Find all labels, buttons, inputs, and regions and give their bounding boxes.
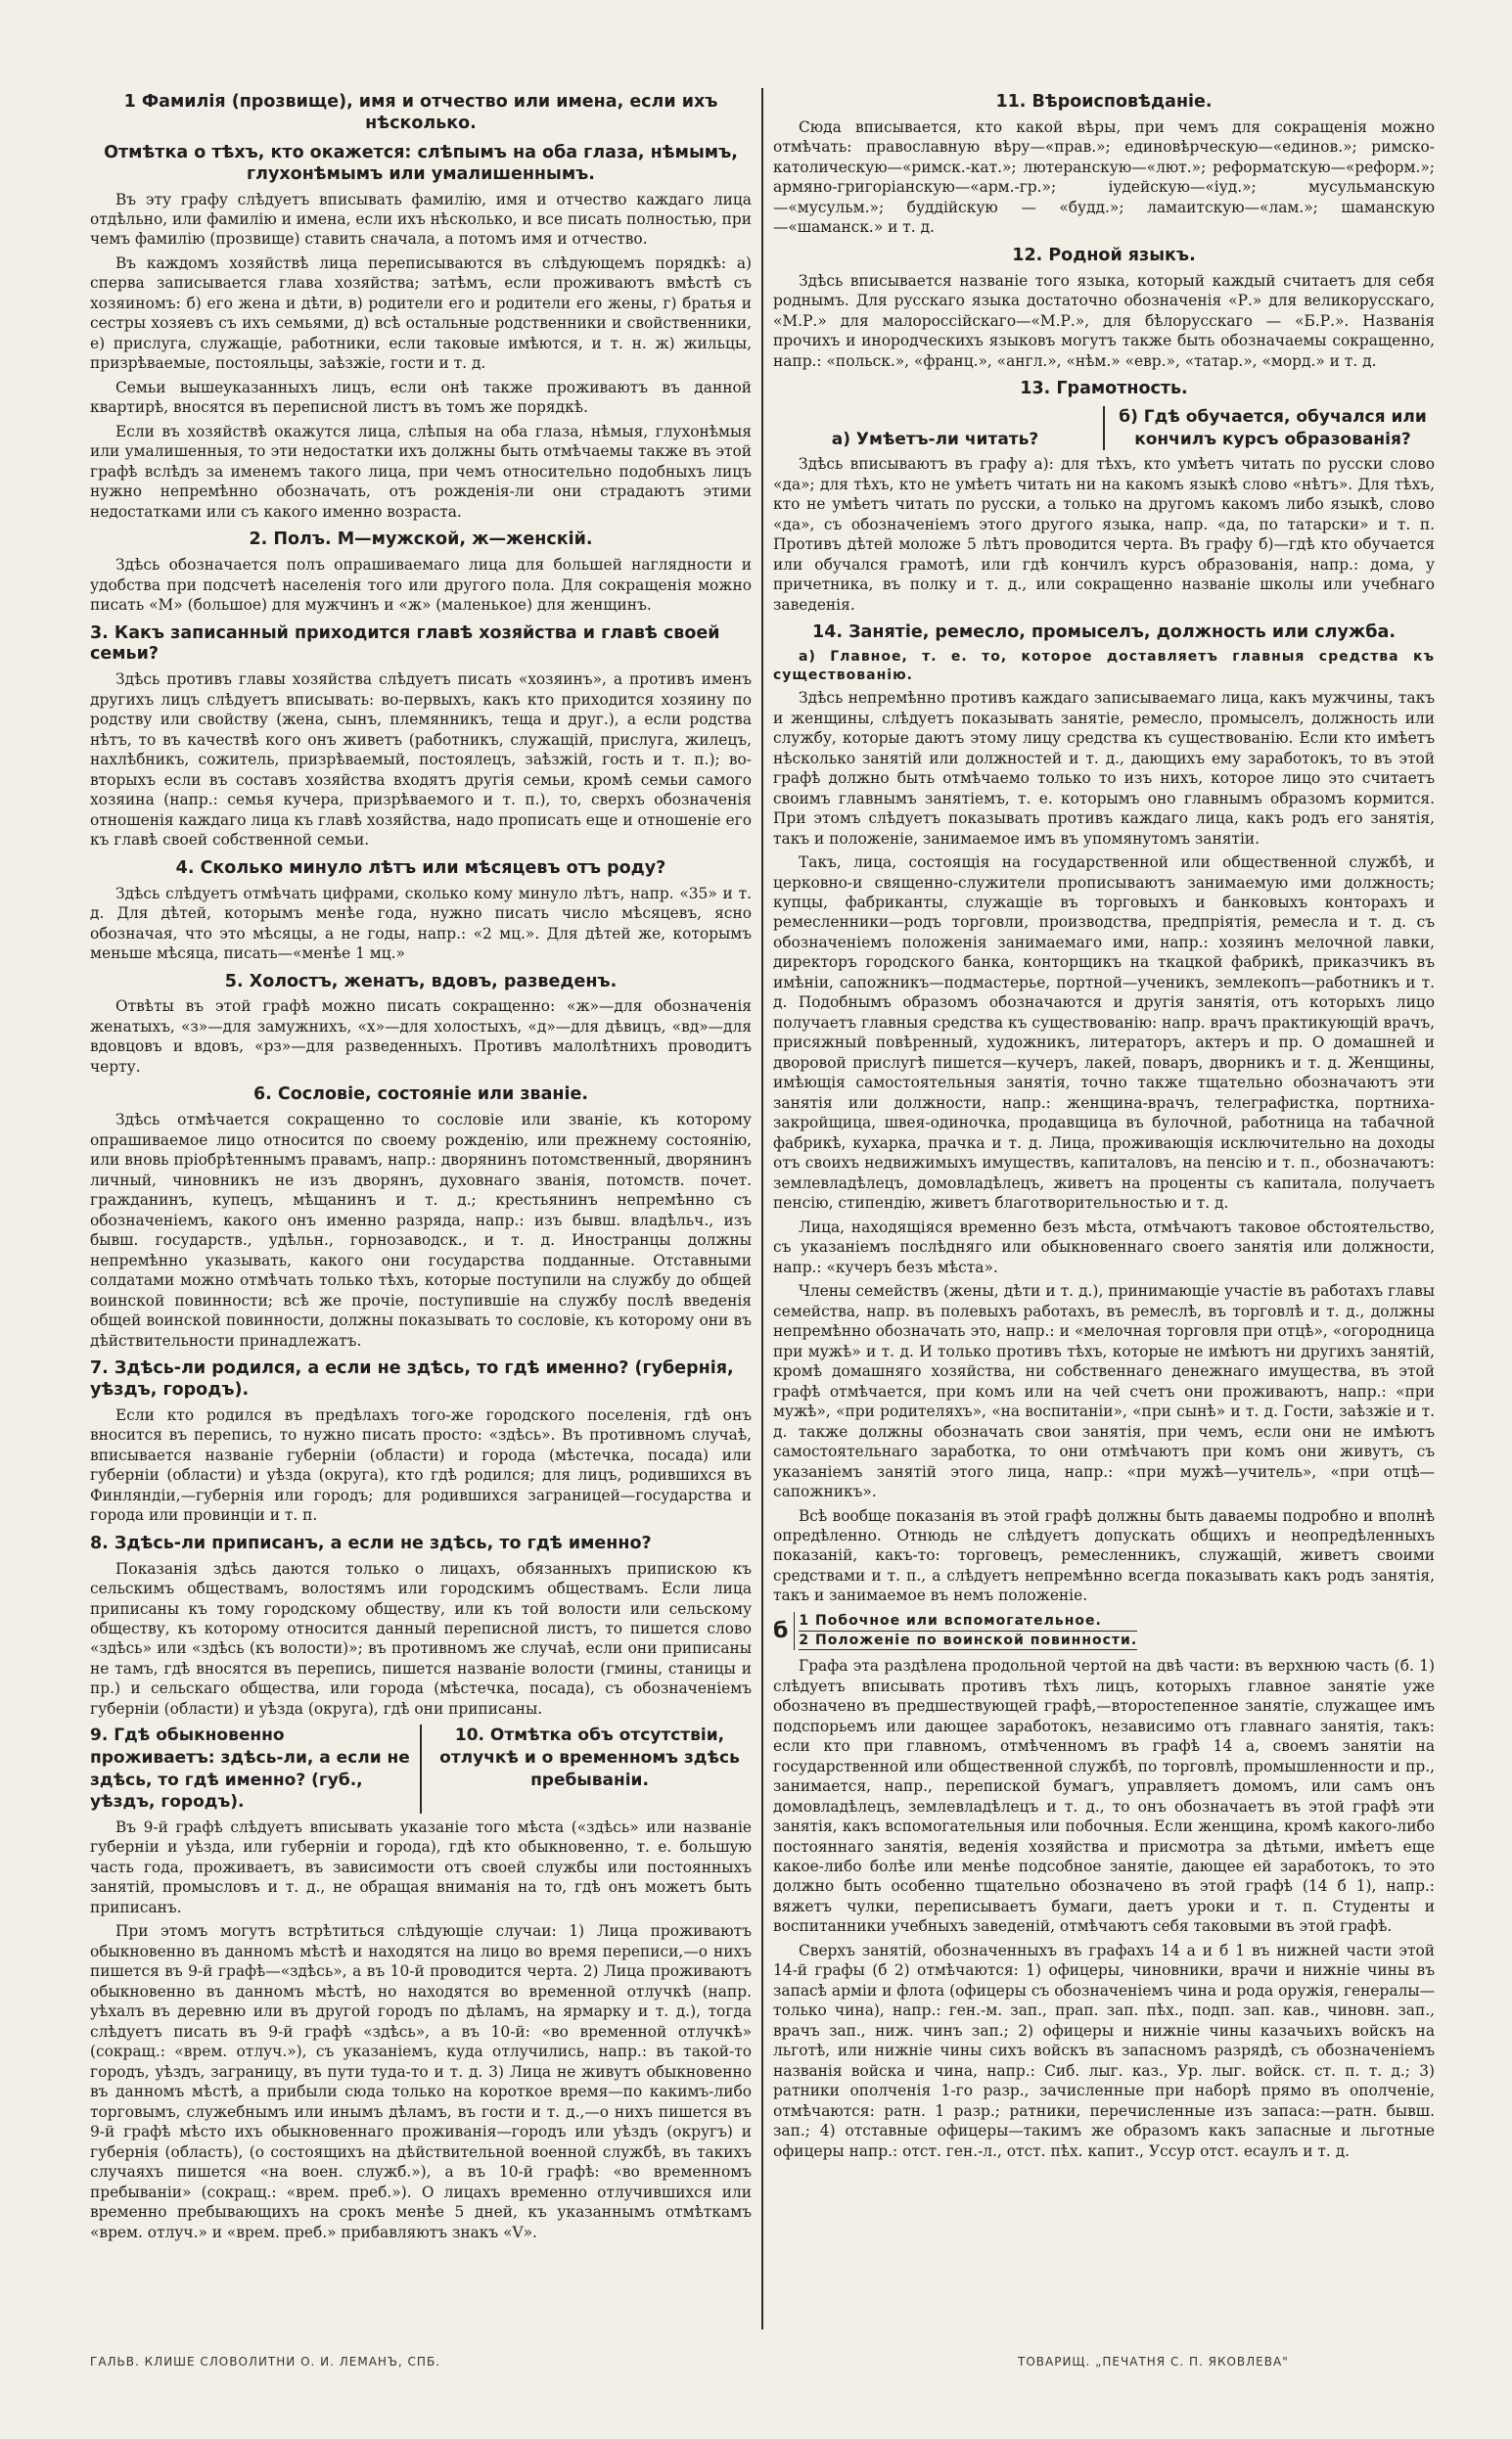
- paragraph: Здѣсь слѣдуетъ отмѣчать цифрами, сколько кому минуло лѣтъ, напр. «35» и т. д. Для дѣтей, которымъ менѣе года, нужно писать число мѣсяцевъ, ясно обозначая, что это мѣсяцы, а не годы, напр.: «2 мц.». Для дѣтей же, которымъ меньше мѣсяца, писать—«менѣе 1 мц.»: [90, 884, 752, 963]
- paragraph: Семьи вышеуказанныхъ лицъ, если онѣ также проживаютъ въ данной квартирѣ, вносятся въ переписной листъ въ томъ же порядкѣ.: [90, 378, 752, 417]
- section-3-title: 3. Какъ записанный приходится главѣ хозяйства и главѣ своей семьи?: [90, 622, 720, 665]
- paragraph: Здѣсь обозначается полъ опрашиваемаго лица для большей наглядности и удобства при подсчетѣ населенія того или другого пола. Для сокращенія можно писать «М» (большое) для мужчинъ и «ж» (маленькое) для женщинъ.: [90, 556, 752, 615]
- paragraph: Показанія здѣсь даются только о лицахъ, обязанныхъ припискою къ сельскимъ обществамъ, волостямъ или городскимъ обществамъ. Если лица приписаны къ тому городскому обществу, или къ той волости или сельскому обществу, къ которому относится данный переписной листъ, то пишется слово «здѣсь» или «здѣсь (къ волости)»; въ противномъ же случаѣ, если они приписаны не тамъ, гдѣ вносятся въ перепись, пишется названіе волости (гмины, станицы и пр.) и сельскаго общества, или города (мѣстечка, посада), съ обозначеніемъ губерніи (области) и уѣзда (округа), гдѣ они приписаны.: [90, 1559, 752, 1718]
- section-8-title: 8. Здѣсь-ли приписанъ, а если не здѣсь, то гдѣ именно?: [90, 1533, 652, 1553]
- paragraph: Лица, находящіяся временно безъ мѣста, отмѣчаютъ таковое обстоятельство, съ указаніемъ послѣдняго или обыкновеннаго своего занятія или должности, напр.: «кучеръ безъ мѣста».: [773, 1218, 1435, 1276]
- section-6-title: 6. Сословіе, состояніе или званіе.: [253, 1084, 588, 1105]
- paragraph: Члены семействъ (жены, дѣти и т. д.), принимающіе участіе въ работахъ главы семейства, напр. въ полевыхъ работахъ, въ ремеслѣ, въ торговлѣ и т. д., должны непремѣнно обозначать это, напр.: и «мелочная торговля при отцѣ», «огородница при мужѣ» и т. д. И только противъ тѣхъ, которые не имѣютъ ни другихъ занятій, кромѣ домашняго хозяйства, ни собственнаго денежнаго имущества, въ этой графѣ отмѣчается, при комъ или на чей счетъ они проживаютъ, напр.: «при мужѣ», «при родителяхъ», «на воспитаніи», «при сынѣ» и т. д. Гости, заѣзжіе и т. д. также должны обозначать свои занятія, при чемъ, если они не имѣютъ самостоятельнаго заработка, то они отмѣчаютъ при комъ они живутъ, съ указаніемъ занятій этого лица, напр.: «при мужѣ—учитель», «при отцѣ—сапожникъ».: [773, 1282, 1435, 1501]
- section-11-title: 11. Вѣроисповѣданіе.: [995, 92, 1213, 112]
- section-1-subtitle: Отмѣтка о тѣхъ, кто окажется: слѣпымъ на оба глаза, нѣмымъ, глухонѣмымъ или умалишеннымъ.: [104, 142, 738, 184]
- paragraph: Если кто родился въ предѣлахъ того-же городского поселенія, гдѣ онъ вносится въ перепись, то нужно писать просто: «здѣсь». Въ противномъ случаѣ, вписывается названіе губерніи (области) и города (мѣстечка, посада) или губерніи (области) и уѣзда (округа), кто гдѣ родился; для лицъ, родившихся въ Финляндіи,—губернія или городъ; для родившихся заграницей—государства и города или провинціи и т. п.: [90, 1405, 752, 1525]
- paragraph: Здѣсь непремѣнно противъ каждаго записываемаго лица, какъ мужчины, такъ и женщины, слѣдуетъ показывать занятіе, ремесло, промыселъ, должность или службу, которые даютъ этому лицу средства къ существованію. Если кто имѣетъ нѣсколько занятій или должностей и т. д., дающихъ ему заработокъ, то въ этой графѣ должно быть отмѣчаемо только то изъ нихъ, которое лицо это считаетъ своимъ главнымъ занятіемъ, т. е. которымъ оно главнымъ образомъ кормится. При этомъ слѣдуетъ показывать противъ каждаго лица, какъ родъ его занятія, такъ и положеніе, занимаемое имъ въ упомянутомъ занятіи.: [773, 689, 1435, 848]
- section-1-title: 1 Фамилія (прозвище), имя и отчество или имена, если ихъ нѣсколько.: [123, 92, 718, 133]
- paragraph: Здѣсь противъ главы хозяйства слѣдуетъ писать «хозяинъ», а противъ именъ другихъ лицъ слѣдуетъ вписывать: во-первыхъ, какъ кто приходится хозяину по родству или свойству (жена, сынъ, племянникъ, теща и друг.), а если родства нѣтъ, то въ качествѣ кого онъ живетъ (работникъ, служащій, прислуга, жилецъ, нахлѣбникъ, сожитель, призрѣваемый, постоялецъ, заѣзжій, гость и т. п.); во-вторыхъ если въ составъ хозяйства входятъ другія семьи, кромѣ семьи самого хозяина (напр.: семья кучера, призрѣваемого и т. п.), то, сверхъ обозначенія отношенія каждаго лица къ главѣ хозяйства, надо прописать еще и отношеніе его къ главѣ своей собственной семьи.: [90, 670, 752, 850]
- paragraph: Такъ, лица, состоящія на государственной или общественной службѣ, и церковно-и священно-служители прописываютъ занимаемую ими должность; купцы, фабриканты, служащіе въ торговыхъ и банковыхъ конторахъ и ремесленники—родъ торговли, производства, предпріятія, ремесла и т. д. съ обозначеніемъ положенія занимаемаго ими, напр.: хозяинъ мелочной лавки, директоръ городского банка, конторщикъ на ткацкой фабрикѣ, приказчикъ въ имѣніи, сапожникъ—подмастерье, портной—ученикъ, землекопъ—работникъ и т. д. Подобнымъ образомъ обозначаются и другія занятія, отъ которыхъ лицо получаетъ главныя средства къ существованію: напр. врачъ практикующій врачъ, присяжный повѣренный, художникъ, литераторъ, актеръ и пр. О домашней и дворовой прислугѣ пишется—кучеръ, лакей, поваръ, дворникъ и т. д. Женщины, имѣющія самостоятельныя занятія, точно также тщательно обозначаютъ эти занятія или должности, напр.: женщина-врачъ, телеграфистка, портниха-закройщица, швея-одиночка, продавщица въ булочной, работница на табачной фабрикѣ, кухарка, прачка и т. д. Лица, проживающія исключительно на доходы отъ своихъ недвижимыхъ имуществъ, капиталовъ, на пенсію и т. п., обозначаютъ: землевладѣлецъ, домовладѣлецъ, живетъ на проценты съ капитала, получаетъ пенсію, стипендію, живетъ благотворительностью и т. д.: [773, 853, 1435, 1213]
- section-9-title: 9. Гдѣ обыкновенно проживаетъ: здѣсь-ли, а если не здѣсь, то гдѣ именно? (губ., уѣздъ, городъ).: [90, 1726, 410, 1813]
- section-13a-title: а) Умѣетъ-ли читать?: [831, 429, 1039, 449]
- paragraph: Здѣсь отмѣчается сокращенно то сословіе или званіе, къ которому опрашиваемое лицо относится по своему рожденію, или прежнему состоянію, или вновь пріобрѣтеннымъ правамъ, напр.: дворянинъ потомственный, дворянинъ личный, чиновникъ не изъ дворянъ, духовнаго званія, потомств. почет. гражданинъ, купецъ, мѣщанинъ и т. д.; крестьянинъ непремѣнно съ обозначеніемъ, какого онъ именно разряда, напр.: изъ бывш. владѣльч., изъ бывш. государств., удѣльн., горнозаводск., и т. д. Иностранцы должны непремѣнно указывать, какого они государства подданные. Отставными солдатами можно отмѣчать только тѣхъ, которые поступили на службу до общей воинской повинности; всѣ же прочіе, поступившіе на службу послѣ введенія общей воинской повинности, должны показывать то сословіе, къ которому они въ дѣйствительности принадлежатъ.: [90, 1111, 752, 1350]
- printer-credit-right: ТОВАРИЩ. „ПЕЧАТНЯ С. П. ЯКОВЛЕВА": [1018, 2355, 1289, 2369]
- paragraph: Сверхъ занятій, обозначенныхъ въ графахъ 14 а и б 1 въ нижней части этой 14-й графы (б 2) отмѣчаются: 1) офицеры, чиновники, врачи и нижніе чины въ запасѣ арміи и флота (офицеры съ обозначеніемъ чина и рода оружія, генералы—только чина), напр.: ген.-м. зап., прап. зап. пѣх., подп. зап. кав., чиновн. зап., врачъ зап., ниж. чинъ зап.; 2) офицеры и нижніе чины казачьихъ войскъ на льготѣ, или нижніе чины сихъ войскъ въ запасномъ разрядѣ, съ обозначеніемъ названія войска и чина, напр.: Сиб. лыг. каз., Ур. лыг. войск. ст. п. т. д.; 3) ратники ополченія 1-го разр., зачисленные при наборѣ прямо въ ополченіе, отмѣчаются: ратн. 1 разр.; ратники, перечисленные изъ запаса:—ратн. бывш. зап.; 4) отставные офицеры—такимъ же образомъ какъ запасные и льготные офицеры напр.: отст. ген.-л., отст. пѣх. капит., Уссур отст. есаулъ и т. д.: [773, 1941, 1435, 2160]
- section-14-title: 14. Занятіе, ремесло, промыселъ, должность или служба.: [812, 622, 1396, 643]
- paragraph: Если въ хозяйствѣ окажутся лица, слѣпыя на оба глаза, нѣмыя, глухонѣмыя или умалишенныя, то эти недостатки ихъ должны быть отмѣчаемы также въ этой графѣ вслѣдъ за именемъ такого лица, при чемъ относительно подобныхъ лицъ нужно непремѣнно обозначать, отъ рожденія-ли они страдаютъ этими недостатками или съ какого именно возраста.: [90, 422, 752, 521]
- paragraph: Здѣсь вписываютъ въ графу а): для тѣхъ, кто умѣетъ читать по русски слово «да»; для тѣхъ, кто не умѣетъ читать ни на какомъ языкѣ слово «нѣтъ». Для тѣхъ, кто не умѣетъ читать по русски, а только на другомъ какомъ либо языкѣ, слово «да», съ обозначеніемъ этого другого языка, напр. «да, по татарски» и т. п. Противъ дѣтей моложе 5 лѣтъ проводится черта. Въ графу б)—гдѣ кто обучается или обучался грамотѣ, или гдѣ кончилъ курсъ образованія, напр.: дома, у причетника, въ полку и т. д., или сокращенно названіе школы или учебнаго заведенія.: [773, 455, 1435, 614]
- section-14b-mark: б: [773, 1618, 789, 1643]
- section-5-title: 5. Холостъ, женатъ, вдовъ, разведенъ.: [224, 971, 618, 991]
- section-7-title: 7. Здѣсь-ли родился, а если не здѣсь, то гдѣ именно? (губернія, уѣздъ, городъ).: [90, 1358, 734, 1400]
- paragraph: Всѣ вообще показанія въ этой графѣ должны быть даваемы подробно и вполнѣ опредѣленно. Отнюдь не слѣдуетъ допускать общихъ и неопредѣленныхъ показаній, какъ-то: торговецъ, ремесленникъ, служащій, живетъ своими средствами и т. п., а слѣдуетъ непремѣнно всегда показывать какъ родъ занятія, такъ и занимаемое въ немъ положеніе.: [773, 1506, 1435, 1605]
- section-14a-subtitle: а) Главное, т. е. то, которое доставляетъ главныя средства къ существованію.: [773, 648, 1435, 683]
- paragraph: Въ эту графу слѣдуетъ вписывать фамилію, имя и отчество каждаго лица отдѣльно, или фамилію и имена, если ихъ нѣсколько, и все писать полностью, при чемъ фамилію (прозвище) ставить сначала, а потомъ имя и отчество.: [90, 190, 752, 249]
- paragraph: Здѣсь вписывается названіе того языка, который каждый считаетъ для себя роднымъ. Для русскаго языка достаточно обозначенія «Р.» для великорусскаго, «М.Р.» для малороссійскаго—«М.Р.», для бѣлорусскаго — «Б.Р.». Названія прочихъ и инородческихъ языковъ могутъ также быть обозначаемы сокращенно, напр.: «польск.», «франц.», «англ.», «нѣм.» «евр.», «татар.», «морд.» и т. д.: [773, 271, 1435, 370]
- section-14b-lines: [794, 1612, 1137, 1650]
- section-13b-title: б) Гдѣ обучается, обучался или кончилъ курсъ образованія?: [1103, 406, 1435, 450]
- section-14b-header: [773, 1612, 1435, 1650]
- sections-9-10-header: [90, 1725, 752, 1813]
- section-13-subheaders: [773, 406, 1435, 450]
- paragraph: Сюда вписывается, кто какой вѣры, при чемъ для сокращенія можно отмѣчать: православную вѣру—«прав.»; единовѣрческую—«единов.»; римско-католическую—«римск.-кат.»; лютеранскую—«лют.»; реформатскую—«реформ.»; армяно-григоріанскую—«арм.-гр.»; іудейскую—«іуд.»; мусульманскую—«мусульм.»; буддійскую — «будд.»; ламаитскую—«лам.»; шаманскую—«шаманск.» и т. д.: [773, 117, 1435, 237]
- section-10-title: 10. Отмѣтка объ отсутствіи, отлучкѣ и о временномъ здѣсь пребываніи.: [420, 1725, 752, 1813]
- section-4-title: 4. Сколько минуло лѣтъ или мѣсяцевъ отъ роду?: [175, 857, 666, 878]
- column-divider: [761, 88, 763, 2329]
- section-13-title: 13. Грамотность.: [1020, 379, 1188, 399]
- paragraph: Въ 9-й графѣ слѣдуетъ вписывать указаніе того мѣста («здѣсь» или названіе губерніи и уѣзда, или губерніи и города), гдѣ кто обыкновенно, т. е. большую часть года, проживаетъ, въ зависимости отъ своей службы или постоянныхъ занятій, промысловъ и т. д., не обращая вниманія на то, гдѣ онъ можетъ быть приписанъ.: [90, 1818, 752, 1916]
- left-column: [90, 84, 752, 2325]
- paragraph: Отвѣты въ этой графѣ можно писать сокращенно: «ж»—для обозначенія женатыхъ, «з»—для замужнихъ, «х»—для холостыхъ, «д»—для дѣвицъ, «вд»—для вдовцовъ и вдовъ, «рз»—для разведенныхъ. Противъ малолѣтнихъ проводитъ черту.: [90, 997, 752, 1076]
- printer-credit-left: ГАЛЬВ. КЛИШЕ СЛОВОЛИТНИ О. И. ЛЕМАНЪ, СПБ.: [90, 2355, 441, 2369]
- paragraph: При этомъ могутъ встрѣтиться слѣдующіе случаи: 1) Лица проживаютъ обыкновенно въ данномъ мѣстѣ и находятся на лицо во время переписи,—о нихъ пишется въ 9-й графѣ—«здѣсь», а въ 10-й проводится черта. 2) Лица проживаютъ обыкновенно въ данномъ мѣстѣ, но находятся во временной отлучкѣ (напр. уѣхалъ въ деревню или въ другой городъ по дѣламъ, на ярмарку и т. д.), тогда слѣдуетъ писать въ 9-й графѣ «здѣсь», а въ 10-й: «во временной отлучкѣ» (сокращ.: «врем. отлуч.»), съ указаніемъ, куда отлучились, напр.: въ такой-то городъ, уѣздъ, заграницу, въ пути туда-то и т. д. 3) Лица не живутъ обыкновенно въ данномъ мѣстѣ, а прибыли сюда только на короткое время—по какимъ-либо торговымъ, служебнымъ или инымъ дѣламъ, въ гости и т. д.,—о нихъ пишется въ 9-й графѣ мѣсто ихъ обыкновеннаго проживанія—городъ или уѣздъ (округъ) и губернія (область), (о состоящихъ на дѣйствительной военной службѣ, въ такихъ случаяхъ пишется «на воен. служб.»), а въ 10-й графѣ: «во временномъ пребываніи» (сокращ.: «врем. преб.»). О лицахъ временно отлучившихся или временно пребывающихъ на срокъ менѣе 5 дней, къ указаннымъ отмѣткамъ «врем. отлуч.» и «врем. преб.» прибавляютъ знакъ «V».: [90, 1922, 752, 2241]
- section-2-title: 2. Полъ. М—мужской, ж—женскій.: [249, 529, 593, 550]
- right-column: [773, 84, 1435, 2325]
- section-14b1-title: 1 Побочное или вспомогательное.: [799, 1612, 1137, 1632]
- paragraph: Графа эта раздѣлена продольной чертой на двѣ части: въ верхнюю часть (б. 1) слѣдуетъ вписывать противъ тѣхъ лицъ, которыхъ главное занятіе уже обозначено въ предшествующей графѣ,—второстепенное занятіе, служащее имъ подспорьемъ или дающее заработокъ, независимо отъ главнаго занятія, такъ: если кто при главномъ, отмѣченномъ въ графѣ 14 а, своемъ занятіи на государственной или общественной службѣ, по торговлѣ, промышленности и пр., занимается, напр., перепиской бумагъ, управляетъ домомъ, или самъ онъ домовладѣлецъ, землевладѣлецъ и т. д., то онъ обозначаетъ въ этой графѣ эти занятія, какъ вспомогательныя или побочныя. Если женщина, кромѣ какого-либо постояннаго занятія, веденія хозяйства и присмотра за дѣтьми, имѣетъ еще какое-либо болѣе или менѣе подсобное занятіе, дающее ей заработокъ, то это должно быть особенно тщательно обозначено въ этой графѣ (14 б 1), напр.: вяжетъ чулки, переписываетъ бумаги, даетъ уроки и т. п. Студенты и воспитанники учебныхъ заведеній, отмѣчаютъ себя таковыми въ этой графѣ.: [773, 1657, 1435, 1936]
- section-14b2-title: 2 Положеніе по воинской повинности.: [799, 1632, 1137, 1651]
- paragraph: Въ каждомъ хозяйствѣ лица переписываются въ слѣдующемъ порядкѣ: а) сперва записывается глава хозяйства; затѣмъ, если проживаютъ вмѣстѣ съ хозяиномъ: б) его жена и дѣти, в) родители его и родители его жены, г) братья и сестры хозяевъ съ ихъ семьями, д) всѣ остальные родственники и свойственники, е) прислуга, служащіе, работники, если таковые имѣются, и т. н. ж) жильцы, призрѣваемые, постояльцы, заѣзжіе, гости и т. д.: [90, 253, 752, 373]
- section-12-title: 12. Родной языкъ.: [1012, 245, 1196, 265]
